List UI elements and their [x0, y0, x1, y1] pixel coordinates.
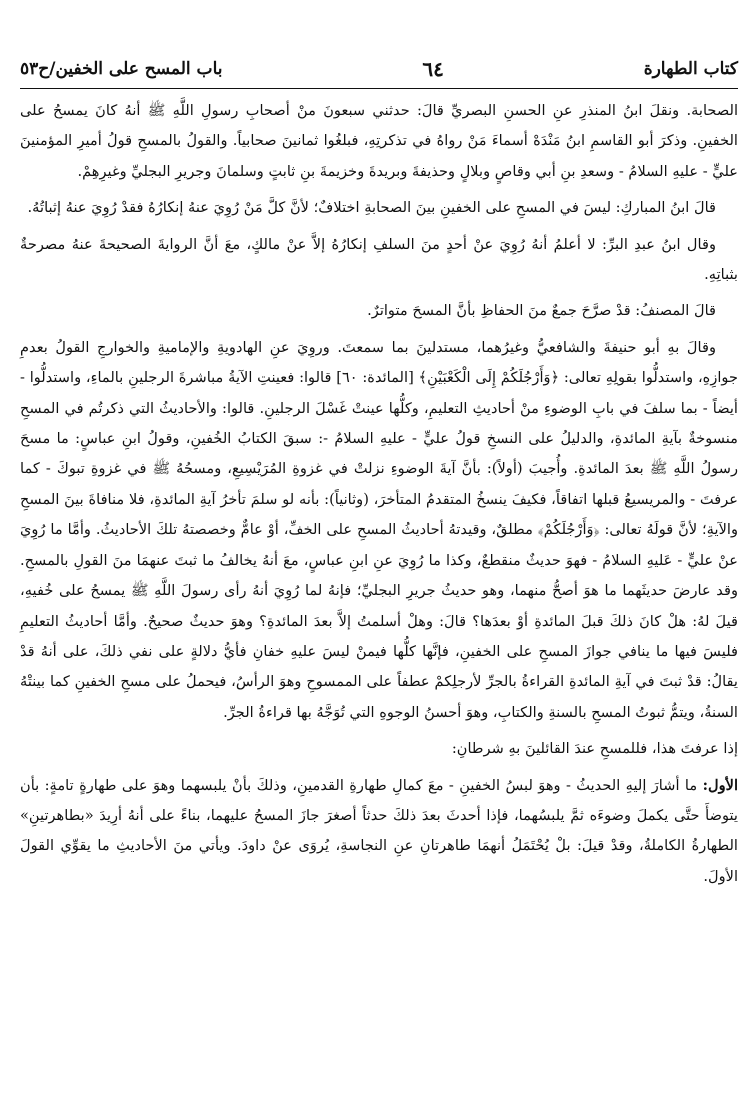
paragraph-conditions-intro: إذا عرفتَ هذا، فللمسحِ عندَ القائلينَ بهِ شرطانِ:	[451, 740, 738, 758]
paragraph-ibn-abd-albarr: وقال ابنُ عبدِ البرِّ: لا أعلمُ أنهُ رُوِيَ عنْ أحدٍ منَ السلفِ إنكارُهُ إلاَّ عنْ مالكٍ، معَ أنَّ الروايةَ الصحيحةَ عنهُ مصرحةٌ بثباتِهِ.	[20, 235, 738, 284]
page-body	[20, 96, 738, 898]
paragraph-ibn-mubarak: قالَ ابنُ المباركِ: ليسَ في المسحِ على الخفينِ بينَ الصحابةِ اختلافٌ؛ لأنَّ كلَّ مَنْ رُوِيَ عنهُ إنكارُهُ فقدْ رُوِيَ عنهُ إثباتُهُ.	[27, 199, 716, 217]
paragraph-discussion: وقالَ بهِ أبو حنيفةَ والشافعيُّ وغيرُهما، مستدلينَ بما سمعتَ. وروِيَ عنِ الهادويةِ والإماميةِ والخوارجِ القولُ بعدمِ جوازِهِ، واستدلُّوا بقولِهِ تعالى: ﴿وَأَرْجُلَكُمْ إِلَى الْكَعْبَيْنِ﴾ [المائدة: ٦٠] قالوا: فعينتِ الآيةُ مباشرةَ الرجلينِ بالماءِ، واستدلُّوا - أيضاً - بما سلفَ في بابِ الوضوءِ منْ أحاديثِ التعليمِ، وكلُّها عينتْ غَسْلَ الرجلينِ. قالوا: والأحاديثُ التي ذكرتُم في المسحِ منسوخةٌ بآيةِ المائدةِ، والدليلُ على النسخِ قولُ عليٍّ - عليهِ السلامُ -: سبقَ الكتابُ الخُفينِ، وقولُ ابنِ عباسٍ: ما مسحَ رسولُ اللَّهِ ﷺ بعدَ المائدةِ. وأُجيبَ (أولاً): بأنَّ آيةَ الوضوءِ نزلتْ في غزوةِ المُرَيْسِيعِ، ومسحُهُ ﷺ في غزوةِ تبوكَ - كما عرفتَ - والمريسيعُ قبلها اتفاقاً، فكيفَ ينسخُ المتقدمُ المتأخرَ، (وثانياً): بأنه لو سلمَ تأخرُ آيةِ المائدةِ، فلا منافاةَ بينَ المسحِ والآيةِ؛ لأنَّ قولَهُ تعالى: ﴿وَأَرْجُلَكُمْ﴾ مطلقٌ، وقيدتهُ أحاديثُ المسحِ على الخفِّ، أوْ عامٌّ وخصصتهُ تلكَ الأحاديثُ. وأمَّا ما رُوِيَ عنْ عليٍّ - عَليهِ السلامُ - فهوَ حديثٌ منقطعٌ، وكذا ما رُوِيَ عنِ ابنِ عباسٍ، معَ أنهُ يخالفُ ما ثبتَ عنهمَا منَ القولِ بالمسحِ. وقد عارضَ حديثَهما ما هوَ أصحُّ منهما، وهو حديثُ جريرِ البجليِّ؛ فإنهُ لما رُوِيَ أنهُ رأى رسولَ اللَّهِ ﷺ يمسحُ على خُفيهِ، قيلَ لهُ: هلْ كانَ ذلكَ قبلَ المائدةِ أوْ بعدَها؟ قالَ: وهلْ أسلمتُ إلاَّ بعدَ المائدةِ؟ وهوَ حديثٌ صحيحٌ. وأمَّا أحاديثُ التعليمِ فليسَ فيها ما ينافي جوازَ المسحِ على الخفينِ، فإنَّها كلُّها فيمنْ ليسَ عليهِ خفانِ فأيُّ دلالةٍ على نفي ذلكَ، على أنهُ قدْ يقالُ: قدْ ثبتَ في آيةِ المائدةِ القراءةُ بالجرِّ لأرجلِكمْ عطفاً على الممسوحِ وهوَ الرأسُ، فيحملُ على مسحِ الخفينِ كما بينتْهُ السنةُ، ويتمُّ ثبوتُ المسحِ بالسنةِ والكتابِ، وهوَ أحسنُ الوجوهِ التي تُوَجَّهُ بها قراءةُ الجرِّ.	[20, 338, 738, 721]
first-condition-text: ما أشارَ إليهِ الحديثُ - وهوَ لبسُ الخفينِ - معَ كمالِ طهارةِ القدمينِ، وذلكَ بأنْ يلبسهما وهوَ على طهارةٍ تامةٍ: بأن يتوضأَ حتَّى يكملَ وضوءَه ثمَّ يلبسُهما، فإذا أحدثَ بعدَ ذلكَ حدثاً أصغرَ جازَ المسحُ عليهما، بناءً على أنهُ أرِيدَ «بطاهرتينِ» الطهارةُ الكاملةُ، وقدْ قيلَ: بلْ يُحْتَمَلُ أنهمَا طاهرتانِ عنِ النجاسةِ، يُروَى عنْ داودَ. ويأتي منَ الأحاديثِ ما يقوِّي القولَ الأولَ.	[20, 776, 738, 885]
header-chapter-title: باب المسح على الخفين/ح٥٣	[20, 59, 223, 79]
paragraph-companions: الصحابة. ونقلَ ابنُ المنذرِ عنِ الحسنِ البصريِّ قالَ: حدثني سبعونَ منْ أصحابِ رسولِ اللَّهِ ﷺ أنهُ كانَ يمسحُ على الخفينِ. وذكرَ أبو القاسمِ ابنُ مَنْدَهْ أسماءَ مَنْ رواهُ في تذكرتِهِ، فبلغُوا ثمانينَ صحابياً. والقولُ بالمسحِ قولُ أميرِ المؤمنينَ عليٍّ - عليهِ السلامُ - وسعدِ بنِ أبي وقاصٍ وبلالٍ وحذيفةَ وبريدةَ وخزيمةَ بنِ ثابتٍ وسلمانَ وجريرِ البجليِّ وغيرِهِمْ.	[20, 102, 738, 180]
running-header	[20, 50, 738, 89]
page-number: ٦٤	[422, 57, 444, 81]
paragraph-author-note: قالَ المصنفُ: قدْ صرَّحَ جمعٌ منَ الحفاظِ بأنَّ المسحَ متواترٌ.	[367, 302, 716, 320]
paragraph-first-condition	[20, 771, 738, 893]
book-page	[20, 0, 738, 1112]
header-book-title: كتاب الطهارة	[643, 59, 738, 79]
first-condition-label: الأول:	[702, 776, 738, 794]
